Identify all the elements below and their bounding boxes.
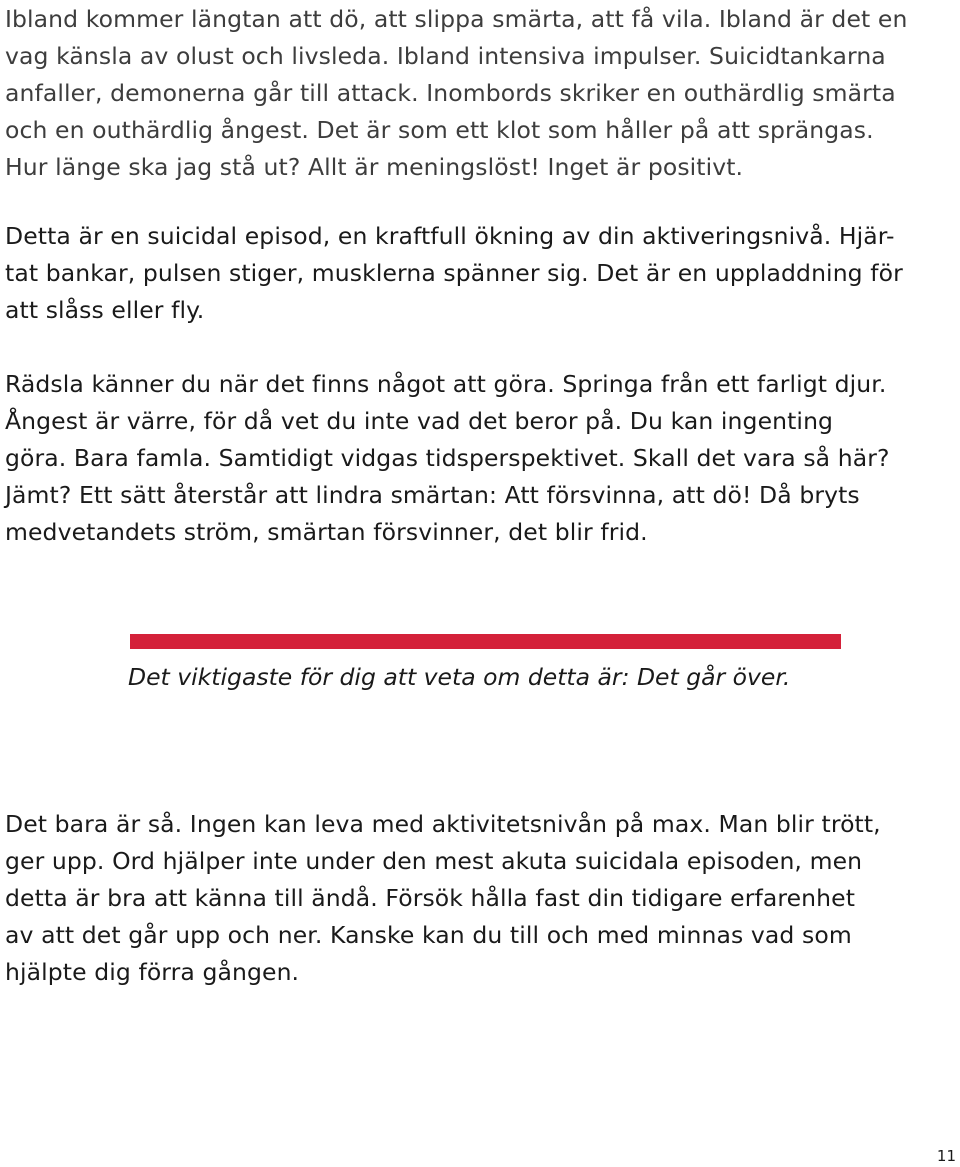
text-line: ger upp. Ord hjälper inte under den mest akuta suicidala episoden, men — [5, 847, 863, 875]
text-line: att slåss eller fly. — [5, 296, 205, 324]
paragraph-closing — [5, 806, 955, 991]
paragraph-fear-anxiety — [5, 366, 955, 551]
text-line: medvetandets ström, smärtan försvinner, det blir frid. — [5, 518, 648, 546]
text-line: tat bankar, pulsen stiger, musklerna spänner sig. Det är en uppladdning för — [5, 259, 903, 287]
text-line: Ibland kommer längtan att dö, att slippa smärta, att få vila. Ibland är det en — [5, 5, 908, 33]
text-line: hjälpte dig förra gången. — [5, 958, 300, 986]
callout-divider — [130, 634, 841, 649]
text-line: detta är bra att känna till ändå. Försök hålla fast din tidigare erfarenhet — [5, 884, 856, 912]
text-line: Detta är en suicidal episod, en kraftfull ökning av din aktiveringsnivå. Hjär- — [5, 222, 895, 250]
paragraph-suicidal-episode — [5, 218, 955, 329]
text-line: Det bara är så. Ingen kan leva med aktivitetsnivån på max. Man blir trött, — [5, 810, 881, 838]
text-line: Hur länge ska jag stå ut? Allt är meningslöst! Inget är positivt. — [5, 153, 744, 181]
text-line: vag känsla av olust och livsleda. Ibland intensiva impulser. Suicidtankarna — [5, 42, 886, 70]
text-line: Ångest är värre, för då vet du inte vad det beror på. Du kan ingenting — [5, 407, 834, 435]
text-line: Jämt? Ett sätt återstår att lindra smärtan: Att försvinna, att dö! Då bryts — [5, 481, 860, 509]
paragraph-intro — [5, 1, 955, 186]
text-line: göra. Bara famla. Samtidigt vidgas tidsperspektivet. Skall det vara så här? — [5, 444, 890, 472]
page-number: 11 — [936, 1147, 956, 1165]
text-line: anfaller, demonerna går till attack. Inombords skriker en outhärdlig smärta — [5, 79, 896, 107]
callout-text: Det viktigaste för dig att veta om detta är: Det går över. — [128, 663, 791, 691]
text-line: av att det går upp och ner. Kanske kan du till och med minnas vad som — [5, 921, 852, 949]
text-line: Rädsla känner du när det finns något att göra. Springa från ett farligt djur. — [5, 370, 887, 398]
text-line: och en outhärdlig ångest. Det är som ett klot som håller på att sprängas. — [5, 116, 874, 144]
